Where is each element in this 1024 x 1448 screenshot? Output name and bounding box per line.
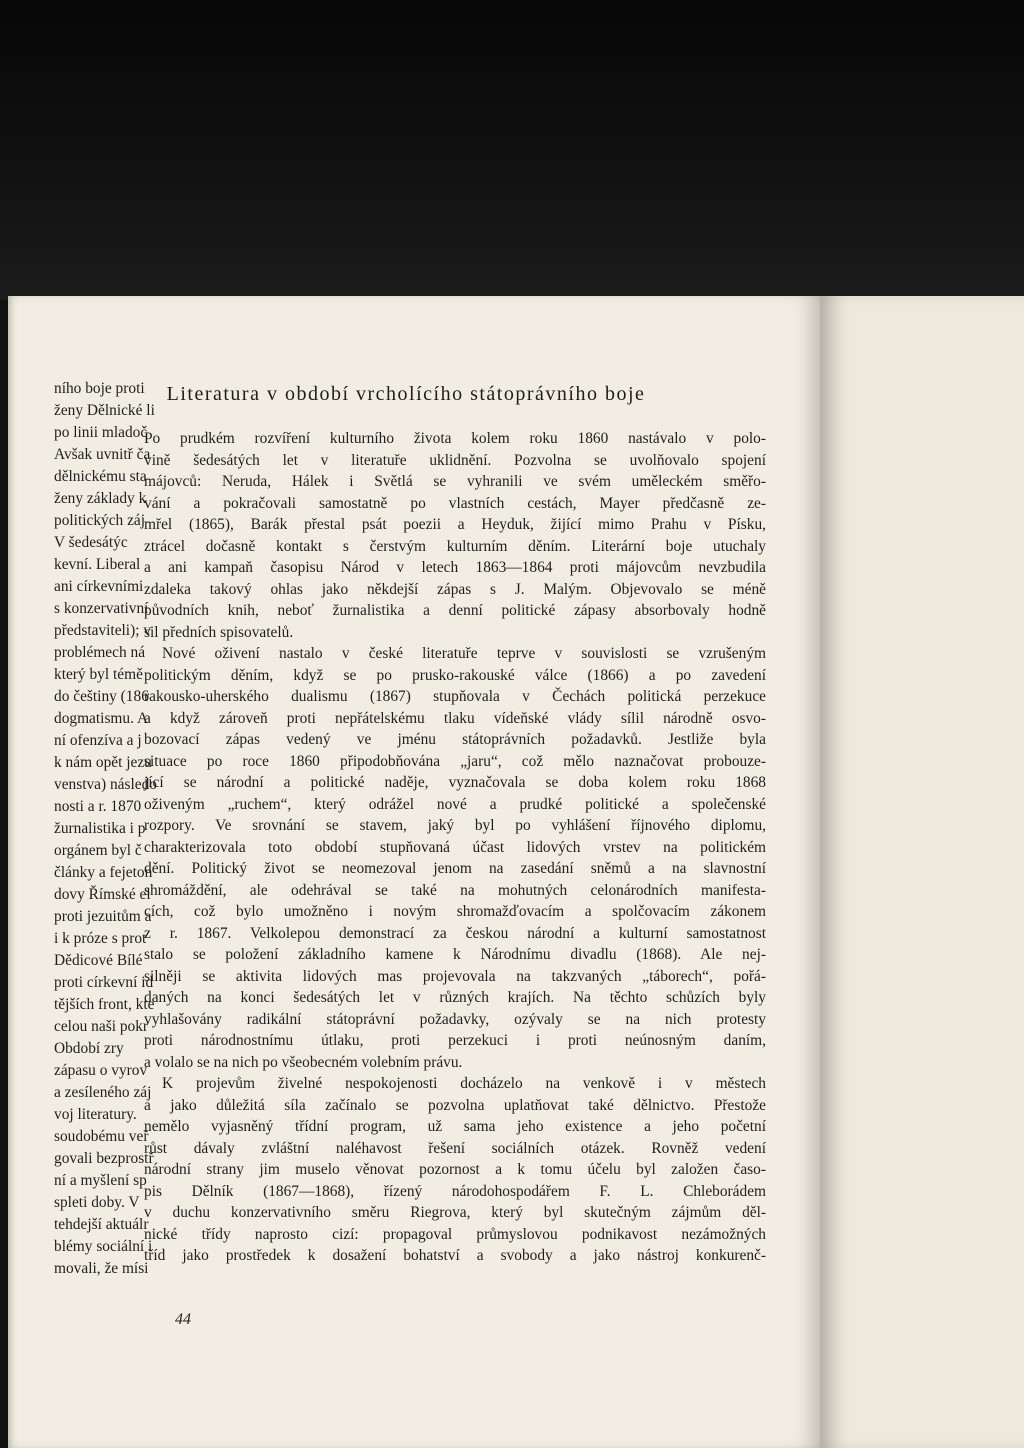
text-line: ztrácel dočasně kontakt s čerstvým kulturním děním. Literární boje utuchaly — [144, 537, 766, 555]
text-line: proti jezuitům a — [54, 908, 152, 925]
text-line: mřel (1865), Barák přestal psát poezii a Heyduk, žijící mimo Prahu v Písku, — [144, 516, 766, 533]
text-line: orgánem byl č — [54, 842, 142, 859]
text-line: tehdejší aktuálr — [54, 1216, 149, 1233]
text-line: zdaleka takový ohlas jako někdejší zápas s J. Malým. Objevovalo se méně — [144, 580, 766, 598]
text-line: proti církevní id — [54, 974, 154, 991]
text-line: politickým děním, když se po prusko-rakouské válce (1866) a po zavedení — [144, 666, 766, 684]
text-line: govali bezprostř — [54, 1150, 154, 1167]
text-line: ženy Dělnické li — [54, 402, 155, 419]
text-line: v duchu konzervativního směru Riegrova, který byl skutečným zájmům děl- — [144, 1204, 766, 1221]
text-line: a když zároveň proti nepřátelskému tlaku vídeňské vlády sílil národně osvo- — [144, 709, 766, 727]
text-line: daných na konci šedesátých let v různých krajích. Na těchto schůzích byly — [144, 989, 766, 1006]
right-page-text — [54, 378, 224, 1280]
text-line: K projevům živelné nespokojenosti docházelo na venkově i v městech — [162, 1075, 766, 1092]
text-line: vání a pokračovali samostatně po vlastních cestách, Mayer předčasně ze- — [144, 494, 766, 512]
dark-background — [0, 0, 1024, 300]
text-line: politických záj — [54, 512, 146, 529]
text-line: který byl témě — [54, 666, 143, 683]
text-line: pis Dělník (1867—1868), řízený národohospodářem F. L. Chleborádem — [144, 1182, 766, 1200]
text-line: kevní. Liberal — [54, 556, 141, 573]
text-line: žurnalistika i p — [54, 820, 146, 837]
text-line: vině šedesátých let v literatuře uklidnění. Pozvolna se uvolňovalo spojení — [144, 451, 766, 469]
text-line: představiteli); v — [54, 622, 152, 639]
text-line: Po prudkém rozvíření kulturního života kolem roku 1860 nastávalo v polo- — [144, 430, 766, 447]
text-line: dogmatismu. A — [54, 710, 149, 727]
text-line: stalo se položení základního kamene k Národnímu divadlu (1868). Ale nej- — [144, 946, 766, 963]
text-line: movali, že mísi — [54, 1260, 149, 1277]
text-line: V šedesátýc — [54, 534, 128, 551]
text-line: i k próze s prot — [54, 930, 147, 947]
text-line: charakterizovala toto období stupňovaná účast lidových vrstev na politickém — [144, 838, 766, 856]
text-line: proti národnostnímu útlaku, proti perzekuci i proti neúnosným daním, — [144, 1032, 766, 1049]
text-line: Období zry — [54, 1040, 124, 1057]
text-line: po linii mladoč — [54, 424, 148, 441]
text-line: z r. 1867. Velkolepou demonstrací za českou národní a kulturní samostatnost — [144, 924, 766, 942]
text-line: a ani kampaň časopisu Národ v letech 1863—1864 proti májovcům nevzbudila — [144, 559, 766, 576]
text-line: tějších front, kte — [54, 996, 155, 1013]
text-line: sil předních spisovatelů. — [144, 623, 294, 641]
text-line: růst dávaly zvláštní naléhavost řešení sociálních otázek. Rovněž vedení — [144, 1139, 766, 1157]
text-line: s konzervativní — [54, 600, 149, 617]
text-line: Dědicové Bílé — [54, 952, 143, 969]
text-line: bozovací zápas vedený ve jménu státoprávních požadavků. Jestliže byla — [144, 731, 766, 748]
text-line: a jako důležitá síla začínalo se pozvolna uplatňovat také dělnictvo. Přestože — [144, 1096, 766, 1114]
text-line: a zesíleného záj — [54, 1084, 152, 1101]
page-number: 44 — [175, 1311, 191, 1328]
text-line: dovy Římské el — [54, 886, 151, 903]
text-line: soudobému veř — [54, 1128, 149, 1145]
text-line: nemělo vyjasněný třídní program, už sama jeho existence a jeho početní — [144, 1118, 766, 1135]
text-line: tříd jako prostředek k dosažení bohatství a svobody a jako nástroj konkurenč- — [144, 1247, 766, 1264]
text-line: situace po roce 1860 připodobňována „jaru“, což mělo naznačovat probouze- — [144, 752, 766, 770]
text-line: rozpory. Ve srovnání se stavem, jaký byl po vyhlášení říjnového diplomu, — [144, 817, 766, 834]
text-line: Nové oživení nastalo v české literatuře teprve v souvislosti se vzrušeným — [162, 645, 766, 662]
text-line: články a fejeton — [54, 864, 153, 881]
text-line: shromáždění, ale odehrával se také na mohutných celonárodních manifesta- — [144, 881, 766, 899]
text-line: vyhlašovány radikální státoprávní požadavky, ozývaly se na nich protesty — [144, 1010, 766, 1028]
text-line: národní strany jim muselo věnovat pozornost a k tomu účelu byl založen časo- — [144, 1161, 766, 1178]
text-line: dělnickému sta — [54, 468, 147, 485]
right-book-page — [820, 296, 1024, 1448]
text-line: původních knih, neboť žurnalistika a denní politické zápasy absorbovaly hodně — [144, 602, 766, 619]
text-line: blémy sociální i — [54, 1238, 153, 1255]
text-line: k nám opět jezu — [54, 754, 152, 771]
text-line: spleti doby. V — [54, 1194, 140, 1211]
text-line: do češtiny (186 — [54, 688, 149, 705]
left-page-text — [144, 428, 766, 1267]
text-line: ní ofenzíva a j — [54, 732, 142, 749]
text-line: jící se národní a politické naděje, vyznačovala se doba kolem roku 1868 — [144, 774, 766, 791]
text-line: oživeným „ruchem“, který odrážel nové a prudké politické a společenské — [144, 795, 766, 813]
text-line: problémech ná — [54, 644, 146, 661]
text-line: silněji se aktivita lidových mas projevovala na takzvaných „táborech“, pořá- — [144, 967, 766, 985]
text-line: rakousko-uherského dualismu (1867) stupňovala v Čechách politická perzekuce — [144, 688, 766, 705]
text-line: nosti a r. 1870 — [54, 798, 142, 815]
text-line: venstva) následo — [54, 776, 158, 793]
text-line: cích, což bylo umožněno i novým shromažďovacím a spolčovacím zákonem — [144, 903, 766, 920]
text-line: ženy základy k — [54, 490, 147, 507]
text-line: zápasu o vyrov — [54, 1062, 148, 1079]
text-line: a volalo se na nich po všeobecném volebním právu. — [144, 1053, 463, 1071]
text-line: dění. Politický život se neomezoval jenom na zasedání sněmů a na slavnostní — [144, 860, 766, 877]
text-line: ani církevními — [54, 578, 144, 595]
text-line: Avšak uvnitř ča — [54, 446, 151, 463]
page-title: Literatura v období vrcholícího státoprávního boje — [166, 383, 646, 405]
text-line: nické třídy naprosto cizí: propagoval průmyslovou podnikavost nezámožných — [144, 1225, 766, 1243]
text-line: májovců: Neruda, Hálek i Světlá se vyhranili ve svém uměleckém směřo- — [144, 473, 766, 490]
text-line: celou naši pokr — [54, 1018, 149, 1035]
text-line: ní a myšlení sp — [54, 1172, 147, 1189]
text-line: voj literatury. — [54, 1106, 137, 1123]
text-line: ního boje proti — [54, 380, 145, 397]
